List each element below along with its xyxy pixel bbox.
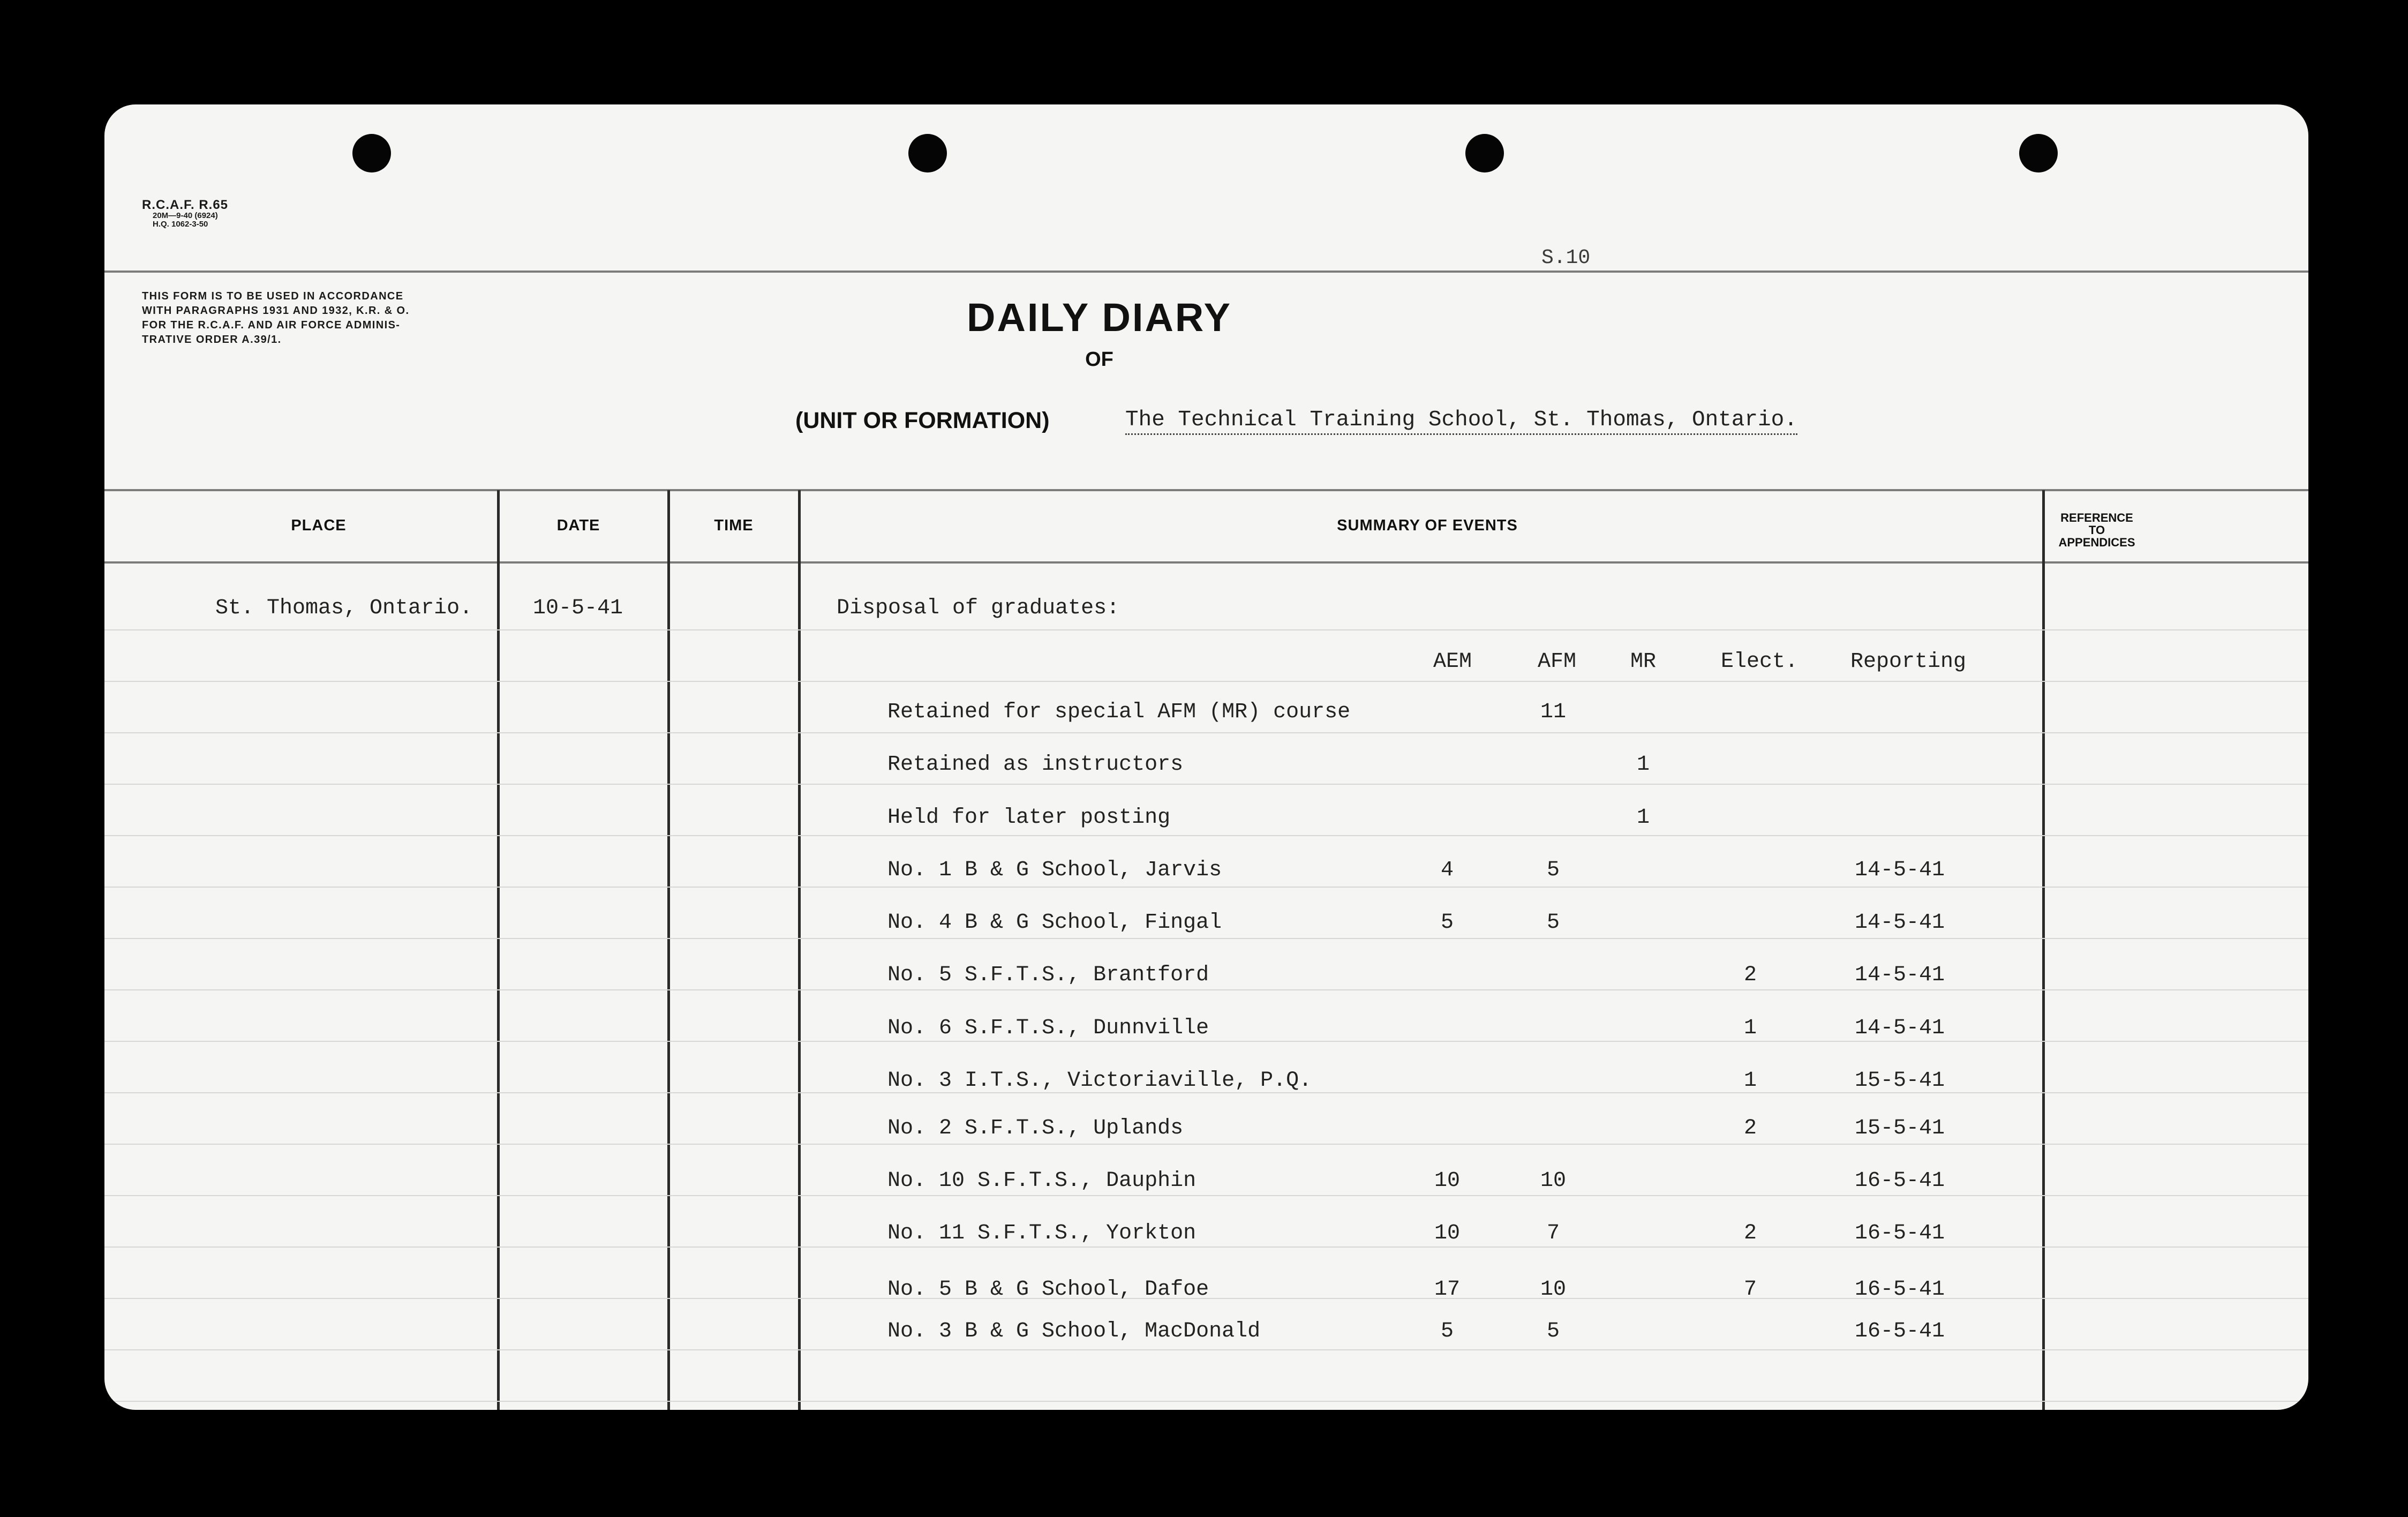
subcolumn-header-afm: AFM (1537, 650, 1576, 674)
row-destination: No. 4 B & G School, Fingal (887, 911, 1222, 935)
diary-form-card (104, 104, 2308, 1410)
row-destination: No. 3 I.T.S., Victoriaville, P.Q. (887, 1069, 1312, 1093)
punch-hole-3 (1465, 134, 1504, 172)
form-number: R.C.A.F. R.65 (142, 198, 229, 212)
diary-title-of: OF (1085, 348, 1113, 371)
subcolumn-header-reporting: Reporting (1850, 650, 1967, 674)
row-afm: 11 (1540, 700, 1566, 724)
column-header-reference (2033, 512, 2161, 549)
row-reporting: 14-5-41 (1855, 911, 1945, 935)
row-elect: 1 (1743, 1069, 1757, 1093)
row-reporting: 16-5-41 (1855, 1278, 1945, 1302)
punch-hole-1 (352, 134, 391, 172)
ruled-line (104, 784, 2308, 785)
row-destination: Held for later posting (887, 806, 1171, 830)
subcolumn-header-mr: MR (1630, 650, 1656, 674)
subcolumn-header-aem: AEM (1433, 650, 1472, 674)
column-divider-place (497, 490, 500, 1410)
ruled-line (104, 887, 2308, 888)
row-reporting: 16-5-41 (1855, 1169, 1945, 1193)
row-elect: 1 (1743, 1016, 1757, 1040)
row-reporting: 14-5-41 (1855, 963, 1945, 987)
ruled-line (104, 989, 2308, 990)
row-afm: 10 (1540, 1278, 1566, 1302)
unit-value: The Technical Training School, St. Thomas, Ontario. (1125, 408, 1797, 435)
row-aem: 5 (1440, 911, 1454, 935)
row-mr: 1 (1636, 753, 1650, 777)
row-destination: Retained for special AFM (MR) course (887, 700, 1351, 724)
row-destination: No. 6 S.F.T.S., Dunnville (887, 1016, 1209, 1040)
subcolumn-header-elect: Elect. (1721, 650, 1799, 674)
row-mr: 1 (1636, 806, 1650, 830)
table-top-border (104, 489, 2308, 491)
column-header-date: DATE (556, 517, 600, 534)
row-elect: 2 (1743, 1116, 1757, 1140)
form-print-line-1: 20M—9-40 (6924) (153, 211, 218, 221)
entry-place: St. Thomas, Ontario. (215, 596, 473, 620)
ruled-line (104, 1195, 2308, 1196)
ruled-line (104, 1349, 2308, 1350)
form-number-block (142, 198, 228, 229)
table-header-border (104, 561, 2308, 564)
instruction-line-1: THIS FORM IS TO BE USED IN ACCORDANCE (142, 290, 404, 302)
ruled-line (104, 629, 2308, 630)
column-divider-date (667, 490, 670, 1410)
row-aem: 4 (1440, 858, 1454, 882)
reference-header-line-1: REFERENCE (2060, 511, 2133, 524)
row-aem: 17 (1434, 1278, 1460, 1302)
punch-hole-2 (908, 134, 947, 172)
instruction-line-4: TRATIVE ORDER A.39/1. (142, 334, 282, 346)
row-afm: 5 (1546, 858, 1560, 882)
row-reporting: 14-5-41 (1855, 858, 1945, 882)
row-reporting: 16-5-41 (1855, 1221, 1945, 1245)
ruled-line (104, 938, 2308, 939)
row-aem: 5 (1440, 1319, 1454, 1343)
ruled-line (104, 1401, 2308, 1402)
diary-title: DAILY DIARY (967, 295, 1232, 340)
ruled-line (104, 835, 2308, 836)
row-destination: No. 11 S.F.T.S., Yorkton (887, 1221, 1197, 1245)
row-reporting: 15-5-41 (1855, 1116, 1945, 1140)
ruled-line (104, 1246, 2308, 1248)
ruled-line (104, 681, 2308, 682)
row-afm: 7 (1546, 1221, 1560, 1245)
row-elect: 2 (1743, 1221, 1757, 1245)
ruled-line (104, 732, 2308, 733)
column-divider-summary (2042, 490, 2045, 1410)
instruction-line-2: WITH PARAGRAPHS 1931 AND 1932, K.R. & O. (142, 305, 410, 317)
row-destination: Retained as instructors (887, 753, 1184, 777)
row-aem: 10 (1434, 1169, 1460, 1193)
row-destination: No. 1 B & G School, Jarvis (887, 858, 1222, 882)
ruled-line (104, 1041, 2308, 1042)
unit-label: (UNIT OR FORMATION) (795, 408, 1050, 433)
row-reporting: 14-5-41 (1855, 1016, 1945, 1040)
column-header-summary: SUMMARY OF EVENTS (1337, 517, 1518, 534)
row-aem: 10 (1434, 1221, 1460, 1245)
row-destination: No. 3 B & G School, MacDonald (887, 1319, 1261, 1343)
column-header-time: TIME (714, 517, 754, 534)
entry-date: 10-5-41 (533, 596, 623, 620)
reference-header-line-2: TO (2088, 523, 2105, 537)
column-divider-time (798, 490, 801, 1410)
row-elect: 7 (1743, 1278, 1757, 1302)
punch-hole-4 (2019, 134, 2058, 172)
row-destination: No. 5 S.F.T.S., Brantford (887, 963, 1209, 987)
row-reporting: 16-5-41 (1855, 1319, 1945, 1343)
reference-header-line-3: APPENDICES (2058, 536, 2135, 549)
row-afm: 5 (1546, 911, 1560, 935)
row-elect: 2 (1743, 963, 1757, 987)
form-print-line-2: H.Q. 1062-3-50 (153, 219, 208, 229)
ruled-line (104, 1144, 2308, 1145)
summary-heading: Disposal of graduates: (837, 596, 1120, 620)
row-reporting: 15-5-41 (1855, 1069, 1945, 1093)
row-destination: No. 10 S.F.T.S., Dauphin (887, 1169, 1197, 1193)
row-destination: No. 2 S.F.T.S., Uplands (887, 1116, 1184, 1140)
row-afm: 10 (1540, 1169, 1566, 1193)
row-destination: No. 5 B & G School, Dafoe (887, 1278, 1209, 1302)
column-header-place: PLACE (291, 517, 347, 534)
sheet-reference: S.10 (1541, 246, 1591, 269)
instruction-line-3: FOR THE R.C.A.F. AND AIR FORCE ADMINIS- (142, 319, 401, 331)
row-afm: 5 (1546, 1319, 1560, 1343)
header-divider (104, 271, 2308, 273)
